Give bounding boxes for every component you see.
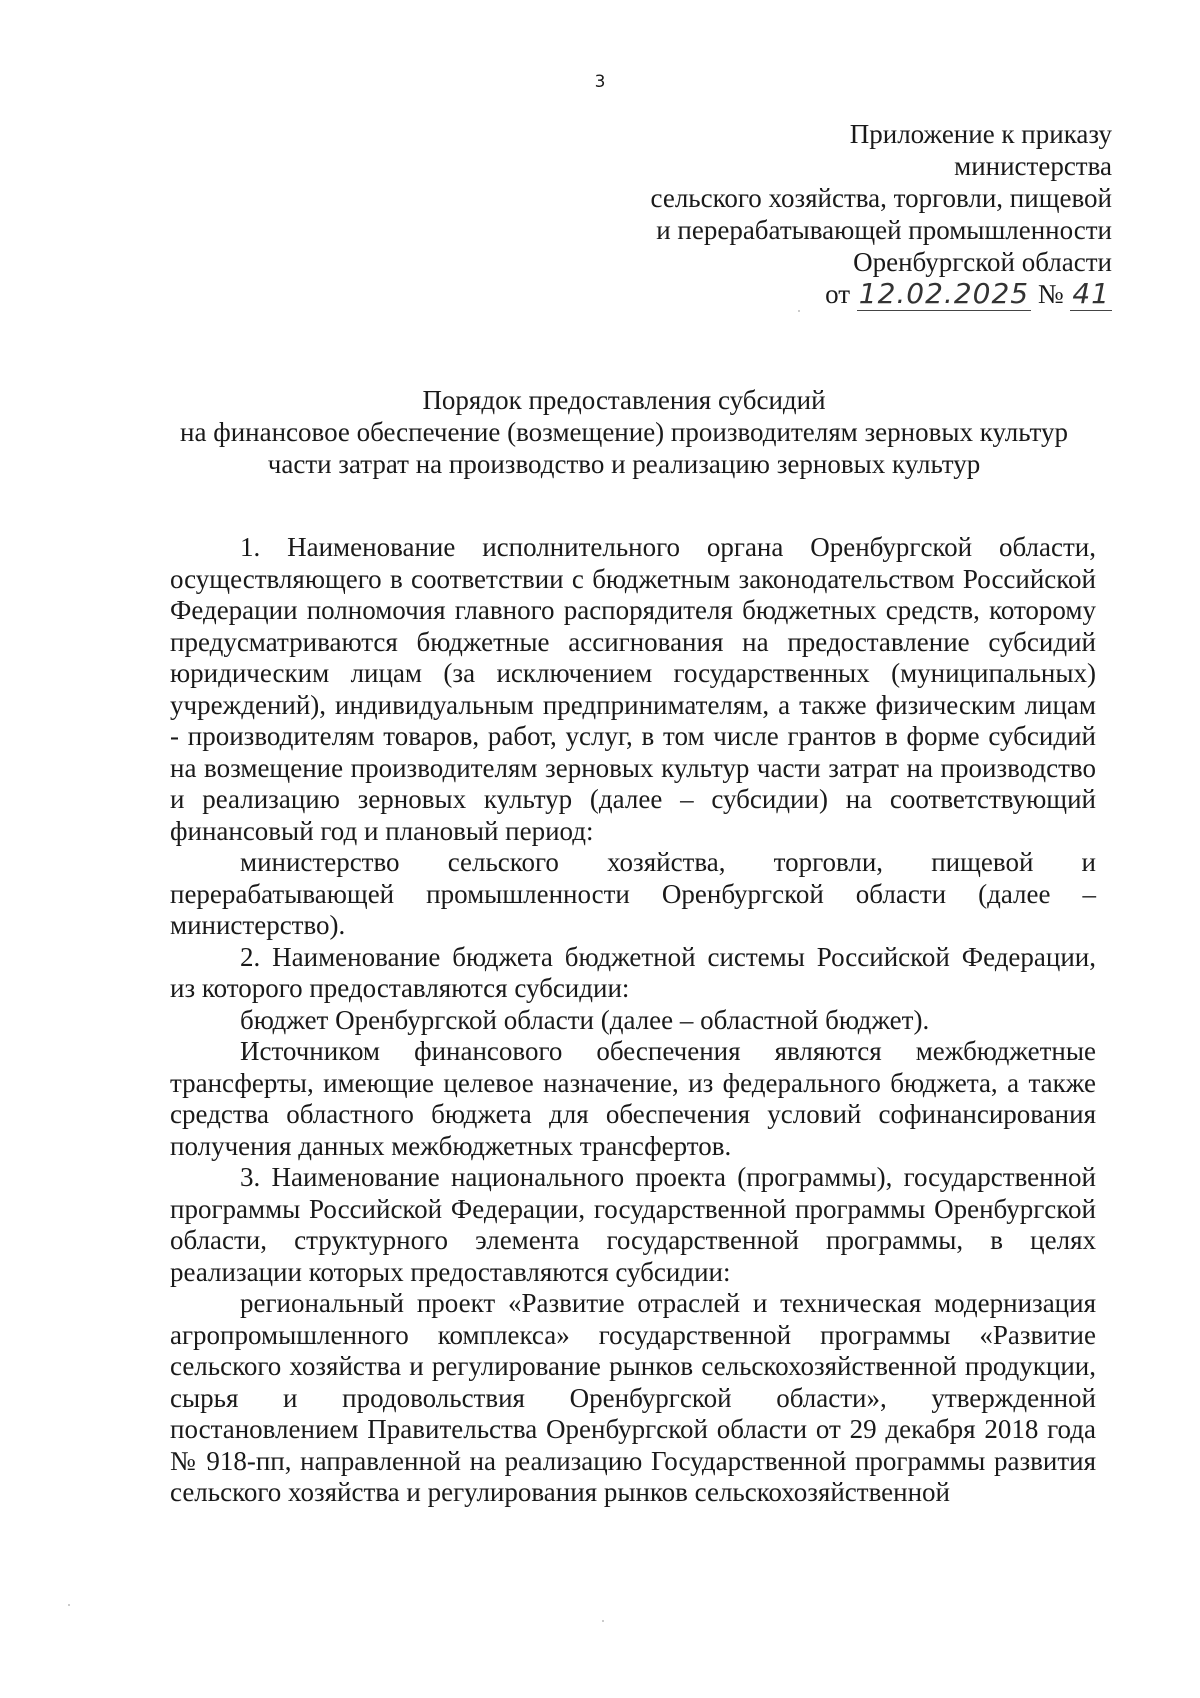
date-prefix: от bbox=[825, 279, 851, 309]
handwritten-number: 41 bbox=[1072, 277, 1110, 310]
title-line: части затрат на производство и реализацию зерновых культур bbox=[267, 449, 981, 479]
order-date-line bbox=[552, 278, 1112, 310]
number-prefix: № bbox=[1037, 279, 1064, 309]
title-line: Порядок предоставления субсидий bbox=[422, 385, 826, 415]
paragraph-budget: бюджет Оренбургской области (далее – областной бюджет). bbox=[240, 1004, 930, 1035]
page-number: 3 bbox=[594, 72, 606, 92]
paragraph-2: 2. Наименование бюджета бюджетной системы Российской Федерации, из которого предоставляются субсидии: bbox=[170, 941, 1096, 1003]
handwritten-date: 12.02.2025 bbox=[858, 277, 1030, 310]
scan-artifact bbox=[798, 310, 800, 312]
paragraph-funding-source: Источником финансового обеспечения являются межбюджетные трансферты, имеющие целевое назначение, из федерального бюджета, а также средства областного бюджета для обеспечения условий софинансирования получения данных межбюджетных трансфертов. bbox=[170, 1036, 1096, 1161]
appendix-line: министерства bbox=[954, 151, 1112, 181]
paragraph-ministry: министерство сельского хозяйства, торговли, пищевой и перерабатывающей промышленности Оренбургской области (далее – министерство). bbox=[170, 847, 1096, 940]
appendix-header bbox=[552, 118, 1112, 310]
appendix-line: Оренбургской области bbox=[853, 247, 1112, 277]
scan-artifact bbox=[68, 1604, 70, 1606]
appendix-line: и перерабатывающей промышленности bbox=[656, 215, 1112, 245]
paragraph-3: 3. Наименование национального проекта (программы), государственной программы Российской Федерации, государственной программы Оренбургской области, структурного элемента государственной программы, в целях реализации которых предоставляются субсидии: bbox=[170, 1162, 1096, 1287]
appendix-line: Приложение к приказу bbox=[849, 119, 1112, 149]
scan-artifact bbox=[602, 1620, 604, 1622]
appendix-line: сельского хозяйства, торговли, пищевой bbox=[650, 183, 1112, 213]
document-title bbox=[150, 384, 1098, 480]
paragraph-1: 1. Наименование исполнительного органа Оренбургской области, осуществляющего в соответствии с бюджетным законодательством Российской Федерации полномочия главного распорядителя бюджетных средств, которому предусматриваются бюджетные ассигнования на предоставление субсидий юридическим лицам (за исключением государственных (муниципальных) учреждений), индивидуальным предпринимателям, а также физическим лицам - производителям товаров, работ, услуг, в том числе грантов в форме субсидий на возмещение производителям зерновых культур части затрат на производство и реализацию зерновых культур (далее – субсидии) на соответствующий финансовый год и плановый период: bbox=[170, 532, 1096, 846]
document-body bbox=[170, 532, 1096, 1509]
paragraph-regional-project: региональный проект «Развитие отраслей и техническая модернизация агропромышленного комплекса» государственной программы «Развитие сельского хозяйства и регулирование рынков сельскохозяйственной продукции, сырья и продовольствия Оренбургской области», утвержденной постановлением Правительства Оренбургской области от 29 декабря 2018 года № 918-пп, направленной на реализацию Государственной программы развития сельского хозяйства и регулирования рынков сельскохозяйственной bbox=[170, 1288, 1096, 1507]
title-line: на финансовое обеспечение (возмещение) производителям зерновых культур bbox=[180, 417, 1068, 447]
